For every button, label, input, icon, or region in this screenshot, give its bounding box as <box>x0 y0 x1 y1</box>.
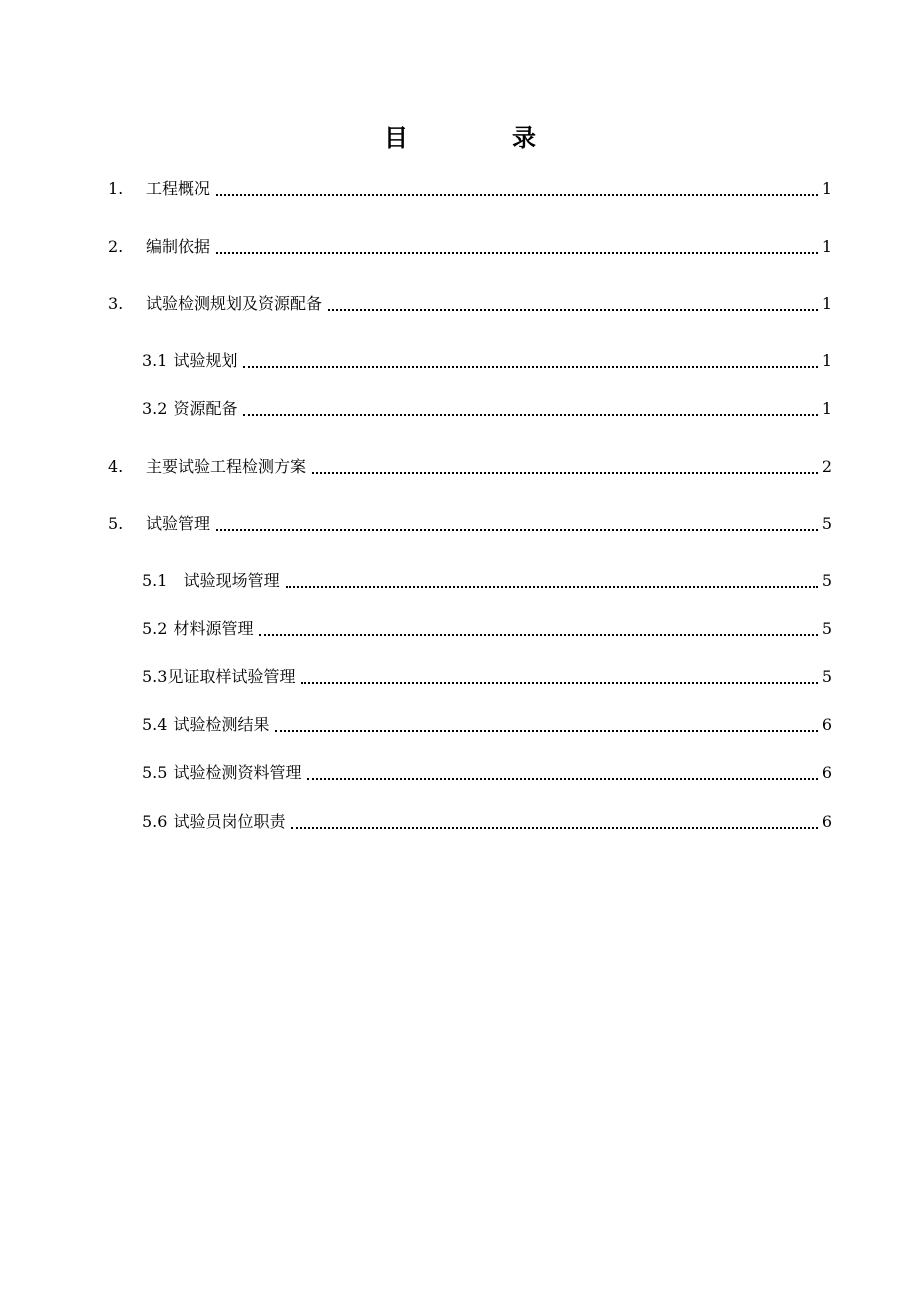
toc-entry[interactable] <box>142 665 832 689</box>
toc-entry-number: 3.2 <box>142 399 168 418</box>
toc-entry-page: 6 <box>821 812 832 831</box>
toc-entry-page: 5 <box>821 667 832 686</box>
toc-entry[interactable] <box>108 177 832 201</box>
toc-entry[interactable] <box>142 761 832 785</box>
toc-entry-number: 1. <box>108 179 124 198</box>
toc-title: 目 录 <box>384 123 576 152</box>
toc-dot-leader <box>307 761 817 785</box>
toc-dot-leader <box>286 569 818 593</box>
toc-entry-label: 试验规划 <box>173 351 238 370</box>
toc-dot-leader <box>216 512 818 536</box>
toc-entry-page: 5 <box>821 571 832 590</box>
toc-dot-leader <box>216 177 818 201</box>
toc-entry-label: 试验检测资料管理 <box>173 763 302 782</box>
toc-entry[interactable] <box>142 713 832 737</box>
toc-entry[interactable] <box>108 292 832 316</box>
toc-dot-leader <box>291 810 817 834</box>
toc-entry-page: 1 <box>821 237 832 256</box>
toc-entry[interactable] <box>108 512 832 536</box>
toc-entry-number: 5.1 <box>142 571 168 590</box>
toc-entry-label: 见证取样试验管理 <box>167 667 296 686</box>
toc-entry-page: 5 <box>821 619 832 638</box>
toc-entry-label: 编制依据 <box>146 237 211 256</box>
toc-entry-page: 2 <box>821 457 832 476</box>
toc-entry-page: 1 <box>821 399 832 418</box>
toc-dot-leader <box>312 455 818 479</box>
toc-entry[interactable] <box>142 349 832 373</box>
toc-entry-number: 5. <box>108 514 124 533</box>
toc-entry[interactable] <box>108 235 832 259</box>
toc-entry-label: 试验检测结果 <box>173 715 270 734</box>
toc-entry-page: 5 <box>821 514 832 533</box>
toc-entry[interactable] <box>108 455 832 479</box>
toc-entry-number: 2. <box>108 237 124 256</box>
toc-entry-number: 3.1 <box>142 351 168 370</box>
toc-dot-leader <box>243 349 817 373</box>
toc-entry-number: 5.6 <box>142 812 168 831</box>
toc-entry-label: 试验管理 <box>146 514 211 533</box>
toc-entry-number: 5.3 <box>142 667 168 686</box>
toc-entry-number: 5.5 <box>142 763 168 782</box>
toc-dot-leader <box>328 292 818 316</box>
toc-entry-page: 6 <box>821 715 832 734</box>
toc-entry[interactable] <box>142 569 832 593</box>
toc-entry-label: 试验检测规划及资源配备 <box>146 294 323 313</box>
toc-entry-page: 6 <box>821 763 832 782</box>
toc-entry-label: 材料源管理 <box>173 619 254 638</box>
toc-entry-label: 工程概况 <box>146 179 211 198</box>
toc-entry-number: 5.4 <box>142 715 168 734</box>
toc-entry-number: 5.2 <box>142 619 168 638</box>
toc-entry-page: 1 <box>821 351 832 370</box>
toc-dot-leader <box>301 665 817 689</box>
toc-entry-number: 3. <box>108 294 124 313</box>
toc-dot-leader <box>275 713 817 737</box>
toc-entry-label: 试验现场管理 <box>173 571 280 590</box>
toc-entry[interactable] <box>142 617 832 641</box>
toc-entry[interactable] <box>142 397 832 421</box>
toc-entry[interactable] <box>142 810 832 834</box>
toc-entry-page: 1 <box>821 179 832 198</box>
toc-entry-number: 4. <box>108 457 124 476</box>
toc-entry-label: 资源配备 <box>173 399 238 418</box>
toc-entry-label: 试验员岗位职责 <box>173 812 286 831</box>
toc-dot-leader <box>216 235 818 259</box>
toc-dot-leader <box>243 397 817 421</box>
toc-entry-page: 1 <box>821 294 832 313</box>
toc-dot-leader <box>259 617 817 641</box>
toc-entry-label: 主要试验工程检测方案 <box>146 457 307 476</box>
